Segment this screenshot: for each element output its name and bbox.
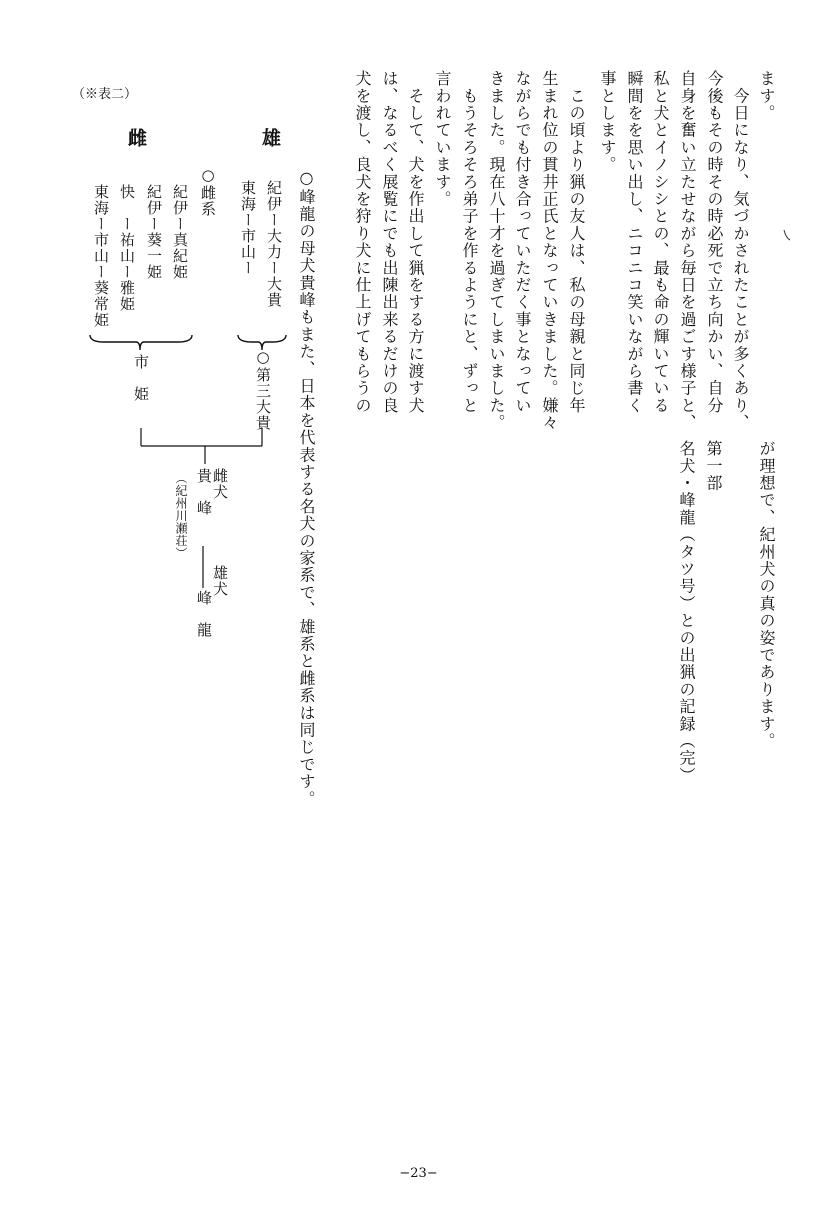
text-column: 今後もその時その時必死で立ち向かい、自分: [705, 70, 724, 414]
section-title: 名犬・峰龍（タツ号）との出猟の記録（完）: [677, 440, 696, 784]
text-column: 自身を奮い立たせながら毎日を過ごす様子と、: [678, 70, 697, 432]
text-column: そして、犬を作出して猟をする方に渡す犬: [406, 70, 425, 414]
female-heading: 雌: [125, 128, 147, 147]
female-lineage-4: 東海ー市山ー葵常姫: [92, 184, 110, 328]
text-column: この頃より猟の友人は、私の母親と同じ年: [567, 70, 586, 414]
text-column: 犬を渡し、良犬を狩り犬に仕上げてもらうの: [353, 70, 372, 414]
text-column: が理想で、紀州犬の真の姿であります。: [757, 440, 776, 750]
text-column: 生まれ位の貫井正氏となっていきました。嫌々: [540, 70, 559, 432]
dam-kiho: 貴 峰: [195, 468, 213, 516]
text-column: 瞬間をを思い出し、ニコニコ笑いながら書く: [625, 70, 644, 414]
text-column: 今日になり、気づかされたことが多くあり、: [731, 70, 750, 432]
pedigree-note: ○峰龍の母犬貴峰もまた、日本を代表する名犬の家系で、雄系と雌系は同じです。: [297, 168, 316, 808]
male-lineage-2: 東海ー市山ー: [239, 180, 257, 276]
male-dog-label: 雄犬: [211, 565, 229, 597]
female-lineage-3: 快 ー祐山ー雅姫: [118, 184, 136, 312]
horyu-name: 峰 龍: [195, 590, 213, 638]
text-column: 言われています。: [433, 70, 452, 208]
text-column: 私と犬とイノシシとの、最も命の輝いている: [651, 70, 670, 414]
page-number: −23−: [399, 1166, 438, 1181]
text-column: 事とします。: [598, 70, 617, 174]
text-column: は、なるべく展覧にでも出陳出来るだけの良: [380, 70, 399, 414]
text-column: ます。: [757, 70, 776, 122]
table-label: （※表二）: [72, 87, 138, 102]
female-lineage-1: 紀伊ー真紀姫: [171, 184, 189, 280]
female-lineage-2: 紀伊ー葵一姫: [145, 184, 163, 280]
female-line-heading: ○雌系: [199, 166, 217, 217]
sire-name: ○第三大貴: [254, 348, 272, 431]
text-column: もうそろそろ弟子を作るようにと、ずっと: [460, 70, 479, 414]
part-heading: 第一部: [704, 440, 723, 492]
female-dog-label: 雌犬: [211, 468, 229, 500]
text-column: きました。現在八十才を過ぎてしまいました。: [487, 70, 506, 432]
text-column: ながらでも付き合っていただく事となってい: [513, 70, 532, 414]
male-lineage-1: 紀伊ー大力ー大貴: [265, 180, 283, 308]
kennel-name: （紀州川瀬荘）: [174, 472, 188, 560]
dam-name: 市 姫: [132, 354, 150, 402]
male-heading: 雄: [259, 128, 281, 147]
